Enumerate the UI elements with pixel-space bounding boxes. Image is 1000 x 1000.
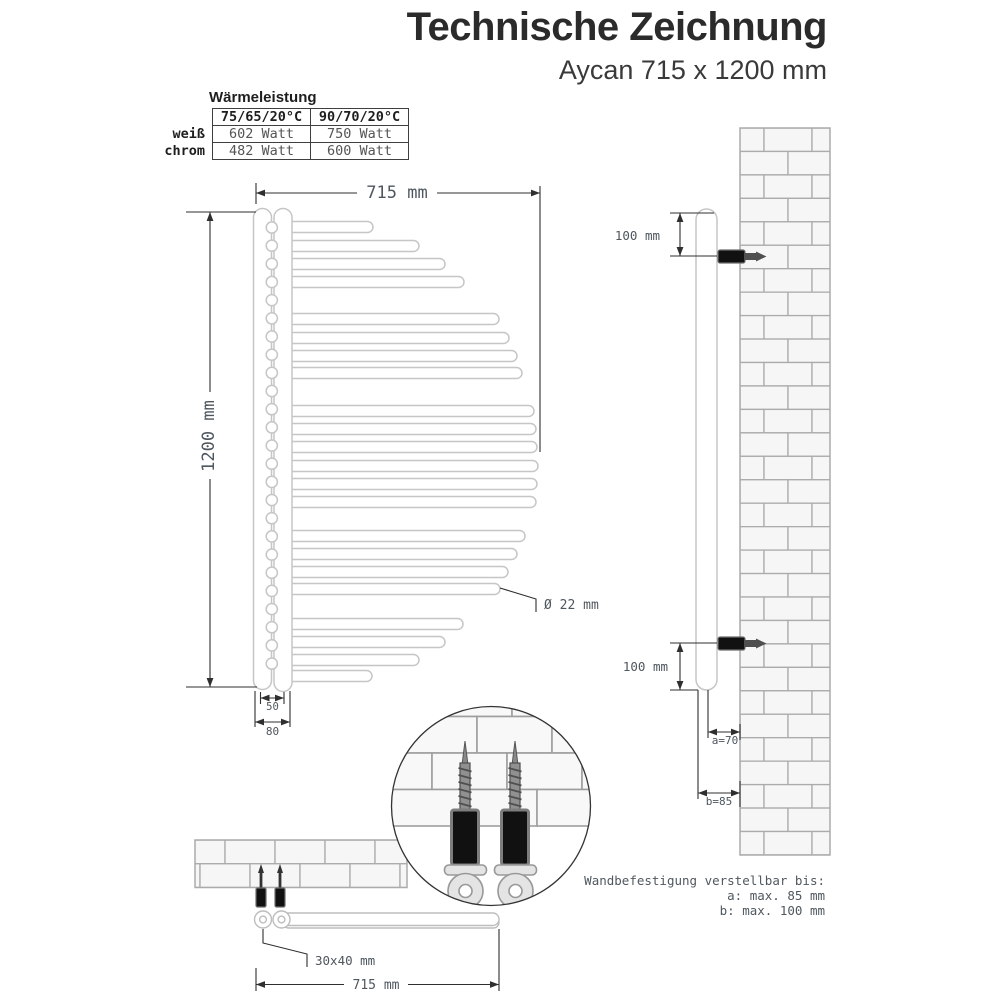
collector-bump (266, 585, 277, 596)
radiator-tube (283, 222, 373, 233)
detail-anchor-right (502, 810, 529, 865)
brick (812, 691, 860, 714)
brick (788, 339, 836, 362)
brick (812, 316, 860, 339)
brick (764, 409, 812, 432)
brick (788, 480, 836, 503)
brick (788, 714, 836, 737)
radiator-tube (283, 277, 464, 288)
brick (788, 386, 836, 409)
radiator-tube (283, 637, 445, 648)
radiator-tube (283, 259, 445, 270)
brick (812, 503, 860, 526)
table-row (131, 143, 409, 160)
brick (812, 550, 860, 573)
collector-bump (266, 531, 277, 542)
brick (764, 269, 812, 292)
collector-bore-left (260, 916, 267, 923)
radiator-tube (283, 461, 538, 472)
radiator-tube (283, 531, 525, 542)
radiator-tube (283, 351, 517, 362)
radiator-tube (283, 424, 536, 435)
brick (740, 667, 788, 690)
brick (225, 840, 275, 864)
side-dimensions (615, 213, 740, 808)
collector-bump (266, 603, 277, 614)
brick (764, 738, 812, 761)
brick (692, 808, 740, 831)
table-value: 600 Watt (311, 143, 409, 160)
brick (740, 574, 788, 597)
title-block (407, 5, 827, 86)
brick (788, 620, 836, 643)
brick (764, 175, 812, 198)
collector-bump (266, 658, 277, 669)
brick (764, 785, 812, 808)
table-value: 482 Watt (213, 143, 311, 160)
brick (812, 175, 860, 198)
collector-bump (266, 331, 277, 342)
tube-diameter-label: Ø 22 mm (544, 598, 599, 613)
wall-distance-a-label: a=70 (711, 734, 739, 747)
brick (788, 151, 836, 174)
brick (812, 644, 860, 667)
brick (740, 714, 788, 737)
brick (250, 864, 300, 888)
brick (692, 761, 740, 784)
mounting-note (584, 873, 825, 918)
collector-bump (266, 258, 277, 269)
brick (764, 222, 812, 245)
collector-bump (266, 367, 277, 378)
brick (512, 680, 587, 717)
brick (740, 808, 788, 831)
collector-bump (266, 422, 277, 433)
bottom-anchor-right (275, 888, 285, 907)
column-header: 90/70/20°C (311, 109, 409, 126)
detail-anchor-left (452, 810, 479, 865)
product-subtitle: Aycan 715 x 1200 mm (558, 55, 827, 85)
collector-width-label: 80 (265, 725, 280, 738)
bottom-width-dimension-label: 715 mm (352, 978, 400, 993)
brick (788, 198, 836, 221)
heat-output-table (131, 108, 409, 160)
heat-output-table-title: Wärmeleistung (209, 89, 317, 106)
brick (350, 864, 400, 888)
tube-diameter-leader-line (500, 588, 536, 612)
brick (325, 840, 375, 864)
collector-bump (266, 385, 277, 396)
brick (587, 680, 662, 717)
brick (788, 761, 836, 784)
brick (300, 864, 350, 888)
mounting-note-line: a: max. 85 mm (727, 888, 825, 903)
collector-bump (266, 476, 277, 487)
brick (788, 527, 836, 550)
collector-bump (266, 295, 277, 306)
radiator-tube (283, 549, 517, 560)
bottom-tube-front (281, 913, 499, 926)
brick (812, 363, 860, 386)
collector-bump (266, 440, 277, 451)
radiator-tubes (283, 222, 538, 682)
table-corner-cell (131, 109, 213, 126)
brick (812, 128, 860, 151)
brick (788, 245, 836, 268)
collector-bump (266, 567, 277, 578)
radiator-tube (283, 442, 537, 453)
brick (764, 316, 812, 339)
brick (764, 503, 812, 526)
brick (788, 808, 836, 831)
side-view (615, 128, 860, 855)
brick (175, 840, 225, 864)
brick (812, 738, 860, 761)
row-label: weiß (172, 126, 205, 142)
collector-bump (266, 349, 277, 360)
mounting-note-line: b: max. 100 mm (719, 903, 825, 918)
brick (812, 222, 860, 245)
brick (740, 339, 788, 362)
connection-block-label: 30x40 mm (315, 953, 376, 968)
collector-bump (266, 222, 277, 233)
brick (764, 550, 812, 573)
front-width-dimension-label: 715 mm (366, 183, 428, 203)
brick (740, 480, 788, 503)
brick (788, 292, 836, 315)
row-label: chrom (164, 143, 205, 159)
mounting-note-line: Wandbefestigung verstellbar bis: (584, 873, 825, 888)
brick (362, 680, 437, 717)
brick (552, 717, 627, 754)
brick (692, 151, 740, 174)
brick (150, 864, 200, 888)
collector-bump (266, 622, 277, 633)
front-view (186, 183, 599, 738)
brick (764, 597, 812, 620)
brick (812, 785, 860, 808)
radiator-tube (283, 619, 463, 630)
radiator-tube (283, 497, 536, 508)
brick (740, 198, 788, 221)
table-row (131, 126, 409, 143)
collector-bore-right (278, 916, 285, 923)
brick (740, 433, 788, 456)
brick (537, 790, 612, 827)
collector-spacing-label: 50 (266, 701, 279, 713)
brick (764, 456, 812, 479)
bottom-screw-right (279, 871, 282, 888)
brick (812, 832, 860, 855)
brick (812, 269, 860, 292)
brick (740, 386, 788, 409)
brick (740, 292, 788, 315)
collector-bump (266, 458, 277, 469)
column-header: 75/65/20°C (213, 109, 311, 126)
wall-distance-b-label: b=85 (705, 795, 733, 808)
brick (788, 574, 836, 597)
brick (812, 456, 860, 479)
brick (582, 753, 657, 790)
table-header-row (131, 109, 409, 126)
brick (812, 409, 860, 432)
collector-bump (266, 640, 277, 651)
bottom-wall-bracket (718, 637, 745, 650)
brick (437, 680, 512, 717)
table-value: 750 Watt (311, 126, 409, 143)
radiator-tube (283, 333, 509, 344)
bottom-screw-left (260, 871, 263, 888)
collector-bump (266, 240, 277, 251)
connection-block-leader-line (263, 929, 307, 967)
brick (764, 363, 812, 386)
radiator-tube (283, 584, 500, 595)
radiator-tube (283, 406, 534, 417)
front-height-dimension-label: 1200 mm (199, 400, 219, 472)
bottom-anchor-left (256, 888, 266, 907)
brick (788, 667, 836, 690)
radiator-tube (283, 314, 499, 325)
side-radiator-profile (696, 209, 717, 690)
brick (764, 128, 812, 151)
collector-bump (266, 549, 277, 560)
top-bracket-offset-label: 100 mm (614, 228, 660, 243)
brick (200, 864, 250, 888)
radiator-tube (283, 241, 419, 252)
page-title: Technische Zeichnung (406, 5, 827, 49)
brick (812, 597, 860, 620)
brick (275, 840, 325, 864)
table-value: 602 Watt (213, 126, 311, 143)
collector-bump (266, 313, 277, 324)
radiator-tube (283, 671, 372, 682)
top-wall-bracket (718, 250, 745, 263)
radiator-tube (283, 479, 537, 490)
bottom-dimensions (256, 929, 499, 993)
brick (764, 691, 812, 714)
collector-bump (266, 276, 277, 287)
collector-bump (266, 494, 277, 505)
bottom-bracket-offset-label: 100 mm (622, 659, 668, 674)
brick (764, 644, 812, 667)
brick (740, 151, 788, 174)
radiator-tube (283, 655, 419, 666)
brick (740, 761, 788, 784)
radiator-tube (283, 368, 522, 379)
brick (740, 527, 788, 550)
collector-bump (266, 513, 277, 524)
radiator-tube (283, 567, 508, 578)
brick (788, 433, 836, 456)
brick (764, 832, 812, 855)
collector-bump (266, 404, 277, 415)
